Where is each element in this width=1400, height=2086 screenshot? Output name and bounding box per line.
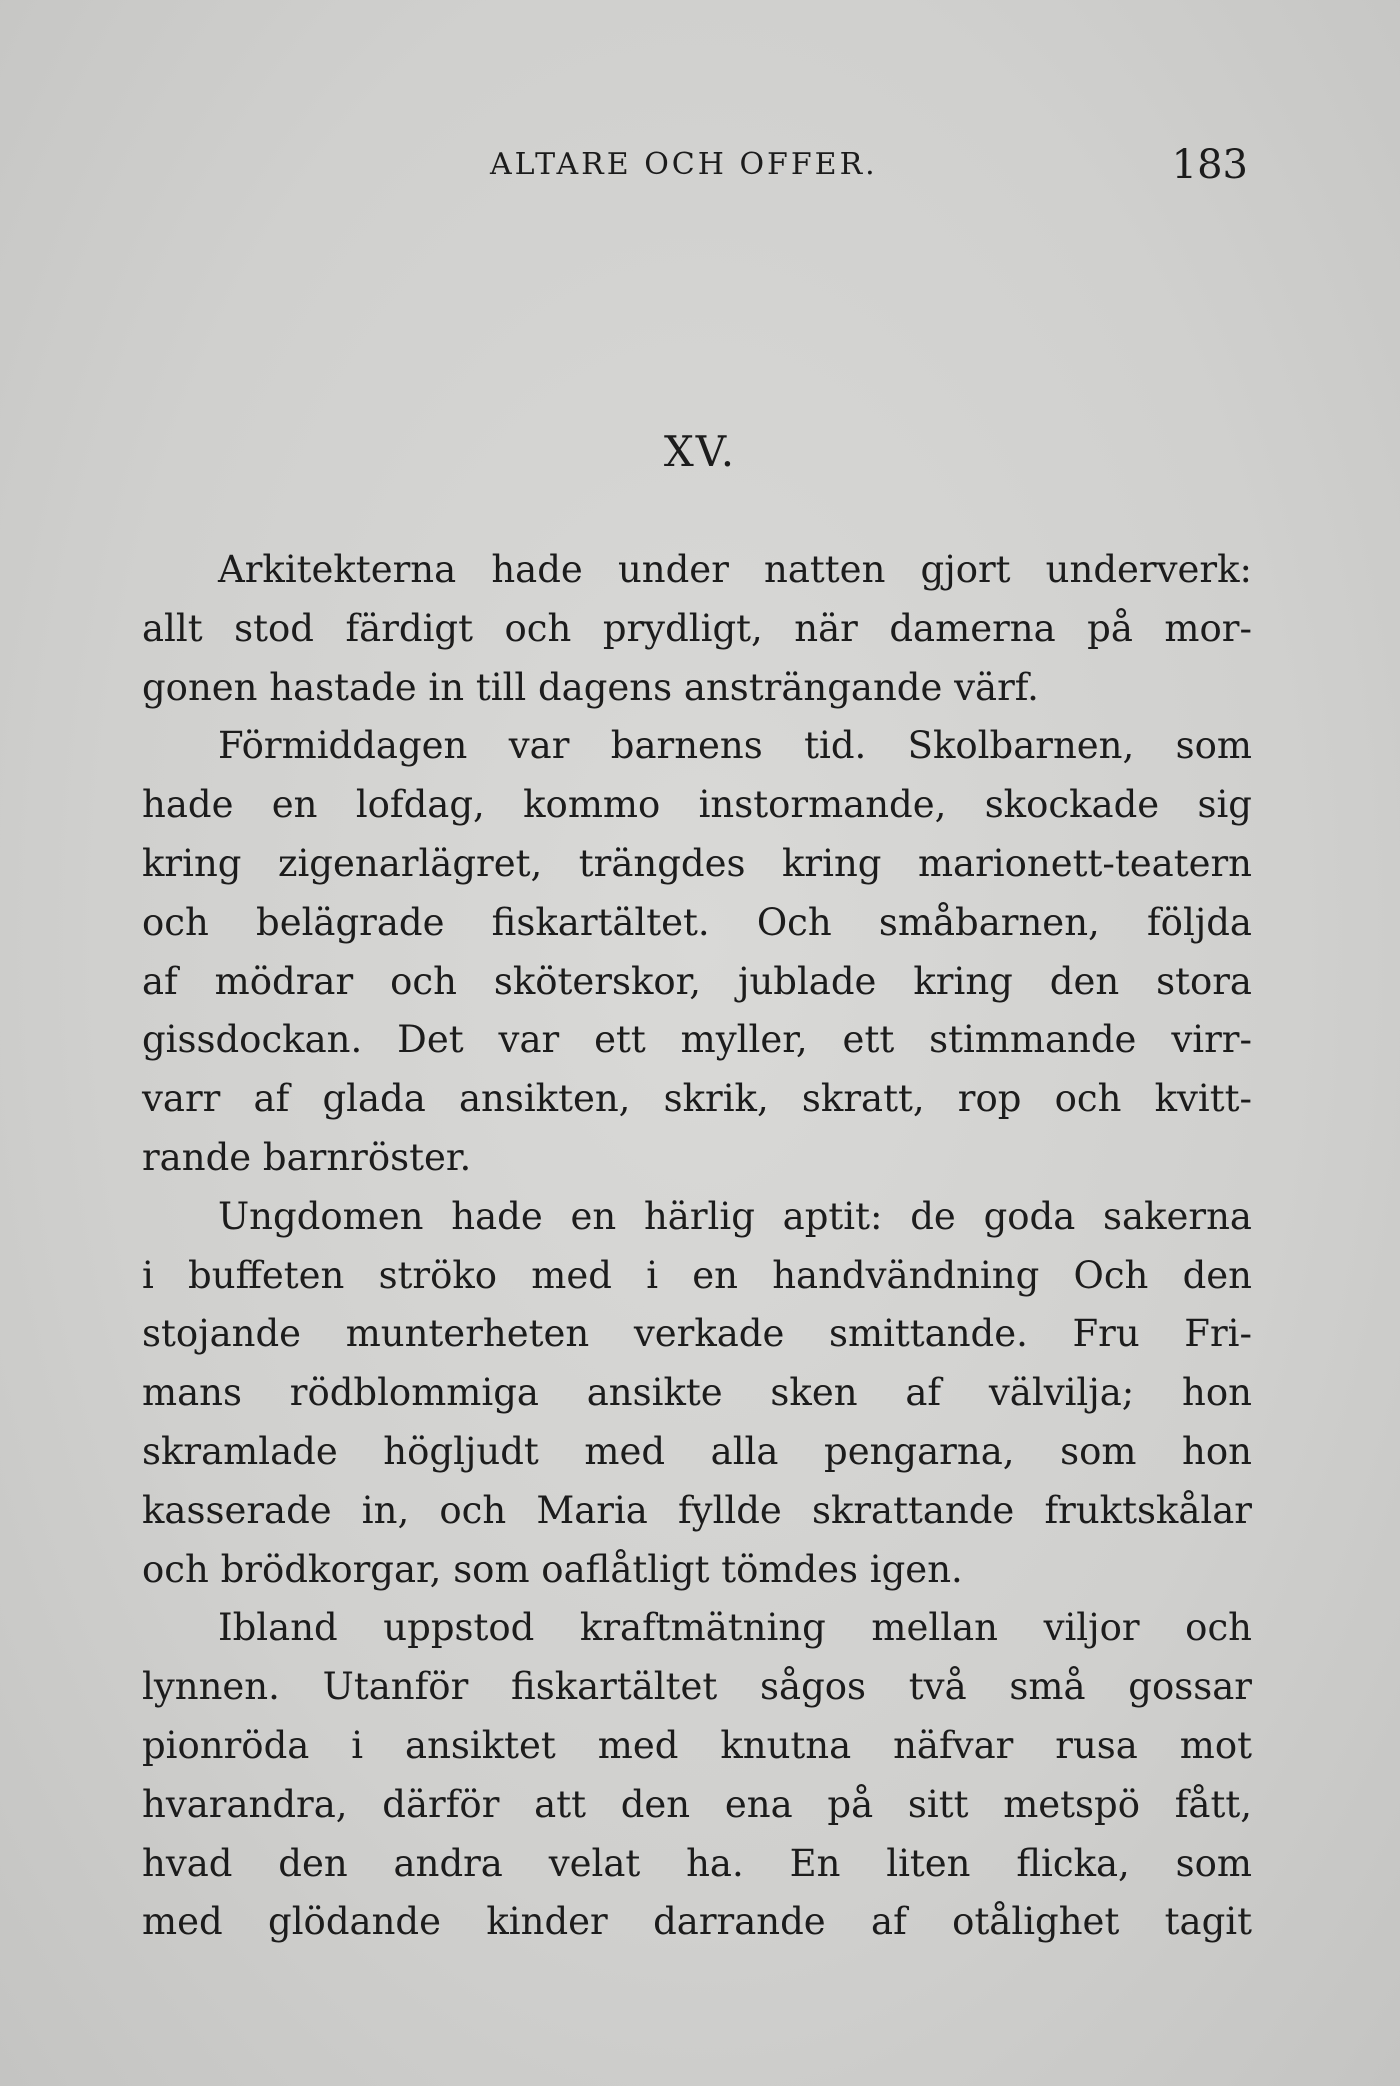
running-title: ALTARE OCH OFFER. — [490, 147, 878, 182]
text-line: hvarandra, därför att den ena på sitt metspö fått, — [142, 1782, 1252, 1826]
text-line: Ungdomen hade en härlig aptit: de goda sakerna — [218, 1194, 1252, 1238]
text-line: Arkitekterna hade under natten gjort underverk: — [218, 548, 1252, 591]
text-line: af mödrar och sköterskor, jublade kring den stora — [142, 959, 1252, 1003]
text-line: Ibland uppstod kraftmätning mellan viljor och — [218, 1606, 1252, 1650]
text-line: kring zigenarlägret, trängdes kring marionett-teatern — [142, 841, 1252, 885]
text-line: gonen hastade in till dagens ansträngande värf. — [142, 665, 1039, 709]
text-line: i buffeten ströko med i en handvändning Och den — [142, 1253, 1252, 1297]
text-line: kasserade in, och Maria fyllde skrattande fruktskålar — [142, 1488, 1252, 1532]
text-line: rande barnröster. — [142, 1135, 472, 1179]
text-line: skramlade högljudt med alla pengarna, som hon — [142, 1429, 1252, 1473]
text-line: stojande munterheten verkade smittande. Fru Fri- — [142, 1312, 1252, 1356]
text-line: med glödande kinder darrande af otålighet tagit — [142, 1900, 1252, 1944]
chapter-heading: XV. — [663, 427, 737, 476]
text-line: Förmiddagen var barnens tid. Skolbarnen, som — [218, 724, 1252, 768]
text-line: gissdockan. Det var ett myller, ett stimmande virr- — [142, 1018, 1252, 1062]
text-line: hvad den andra velat ha. En liten flicka, som — [142, 1841, 1252, 1885]
text-line: pionröda i ansiktet med knutna näfvar rusa mot — [142, 1723, 1252, 1767]
running-head — [0, 140, 1400, 190]
text-line: varr af glada ansikten, skrik, skratt, rop och kvitt- — [142, 1077, 1252, 1121]
text-line: och brödkorgar, som oaflåtligt tömdes igen. — [142, 1547, 963, 1591]
text-line: mans rödblommiga ansikte sken af välvilja; hon — [142, 1371, 1252, 1415]
page-number: 183 — [1171, 142, 1248, 188]
body-text — [142, 541, 1252, 1952]
text-line: och belägrade fiskartältet. Och småbarnen, följda — [142, 900, 1252, 944]
text-line: allt stod färdigt och prydligt, när damerna på mor- — [142, 606, 1252, 650]
text-line: lynnen. Utanför fiskartältet sågos två små gossar — [142, 1665, 1252, 1709]
text-line: hade en lofdag, kommo instormande, skockade sig — [142, 783, 1252, 827]
